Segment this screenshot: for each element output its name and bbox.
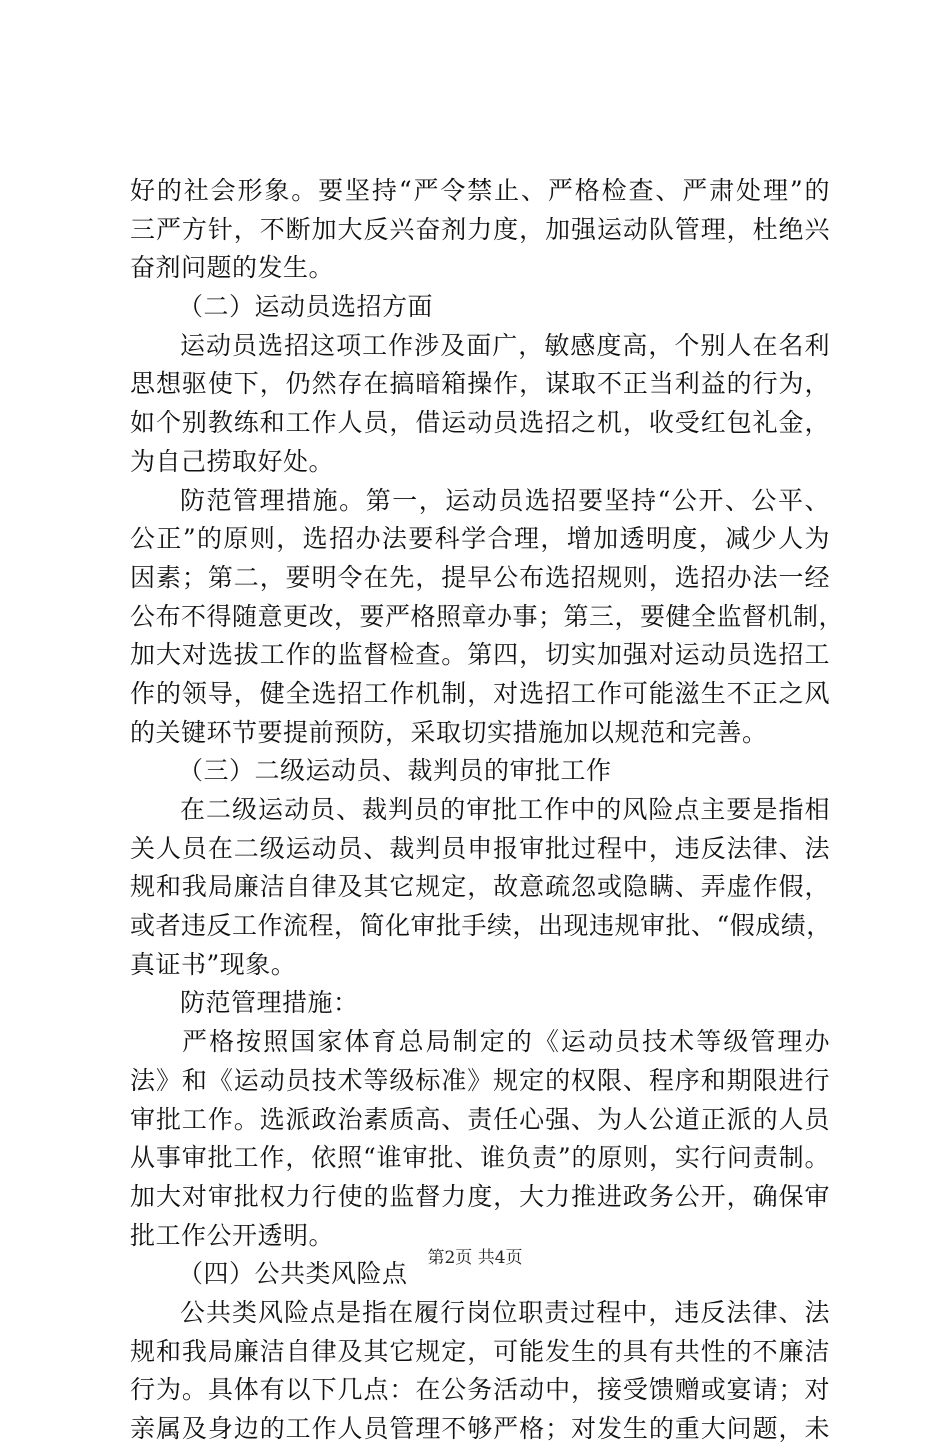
text-line: 法》和《运动员技术等级标准》规定的权限、程序和期限进行 (130, 1065, 830, 1095)
text-line: 加大对选拔工作的监督检查。第四，切实加强对运动员选招工 (130, 640, 830, 670)
text-line: 规和我局廉洁自律及其它规定，故意疏忽或隐瞒、弄虚作假， (130, 872, 830, 902)
text-line: 严格按照国家体育总局制定的《运动员技术等级管理办 (182, 1027, 830, 1057)
text-line: 公共类风险点是指在履行岗位职责过程中，违反法律、法 (180, 1297, 830, 1327)
text-line: 公布不得随意更改，要严格照章办事；第三，要健全监督机制， (130, 601, 845, 631)
text-line: 如个别教练和工作人员，借运动员选招之机，收受红包礼金， (130, 408, 830, 438)
page-footer: 第2页 共4页 (427, 1248, 523, 1268)
text-line: （二）运动员选招方面 (178, 292, 434, 322)
text-line: 三严方针，不断加大反兴奋剂力度，加强运动队管理，杜绝兴 (130, 214, 830, 244)
text-line: 从事审批工作，依照“谁审批、谁负责”的原则，实行问责制。 (130, 1143, 830, 1173)
text-line: 思想驱使下，仍然存在搞暗箱操作，谋取不正当利益的行为， (130, 369, 830, 399)
text-line: 好的社会形象。要坚持“严令禁止、严格检查、严肃处理”的 (130, 176, 830, 205)
text-line: 因素；第二，要明令在先，提早公布选招规则，选招办法一经 (130, 562, 830, 592)
text-line: 关人员在二级运动员、裁判员申报审批过程中，违反法律、法 (130, 833, 830, 863)
text-line: 作的领导，健全选招工作机制，对选招工作可能滋生不正之风 (130, 678, 830, 708)
text-line: 防范管理措施。第一，运动员选招要坚持“公开、公平、 (180, 485, 830, 515)
text-line: 规和我局廉洁自律及其它规定，可能发生的具有共性的不廉洁 (130, 1336, 830, 1366)
text-line: 亲属及身边的工作人员管理不够严格；对发生的重大问题，未 (130, 1414, 830, 1443)
text-line: 真证书”现象。 (130, 949, 297, 979)
text-line: （三）二级运动员、裁判员的审批工作 (178, 756, 612, 786)
text-line: 为自己捞取好处。 (130, 446, 335, 476)
text-line: 运动员选招这项工作涉及面广，敏感度高，个别人在名利 (180, 330, 830, 360)
text-line: 批工作公开透明。 (130, 1220, 335, 1250)
text-line: 公正”的原则，选招办法要科学合理，增加透明度，减少人为 (130, 524, 830, 554)
text-line: 在二级运动员、裁判员的审批工作中的风险点主要是指相 (180, 795, 830, 824)
text-line: 奋剂问题的发生。 (130, 253, 335, 283)
text-line: （四）公共类风险点 (178, 1259, 408, 1289)
text-line: 加大对审批权力行使的监督力度，大力推进政务公开，确保审 (130, 1181, 830, 1211)
text-line: 或者违反工作流程，简化审批手续，出现违规审批、“假成绩， (130, 911, 832, 941)
text-line: 审批工作。选派政治素质高、责任心强、为人公道正派的人员 (130, 1104, 830, 1134)
text-line: 防范管理措施： (180, 988, 359, 1018)
text-line: 行为。具体有以下几点：在公务活动中，接受馈赠或宴请；对 (130, 1375, 830, 1405)
text-line: 的关键环节要提前预防，采取切实措施加以规范和完善。 (130, 717, 768, 747)
